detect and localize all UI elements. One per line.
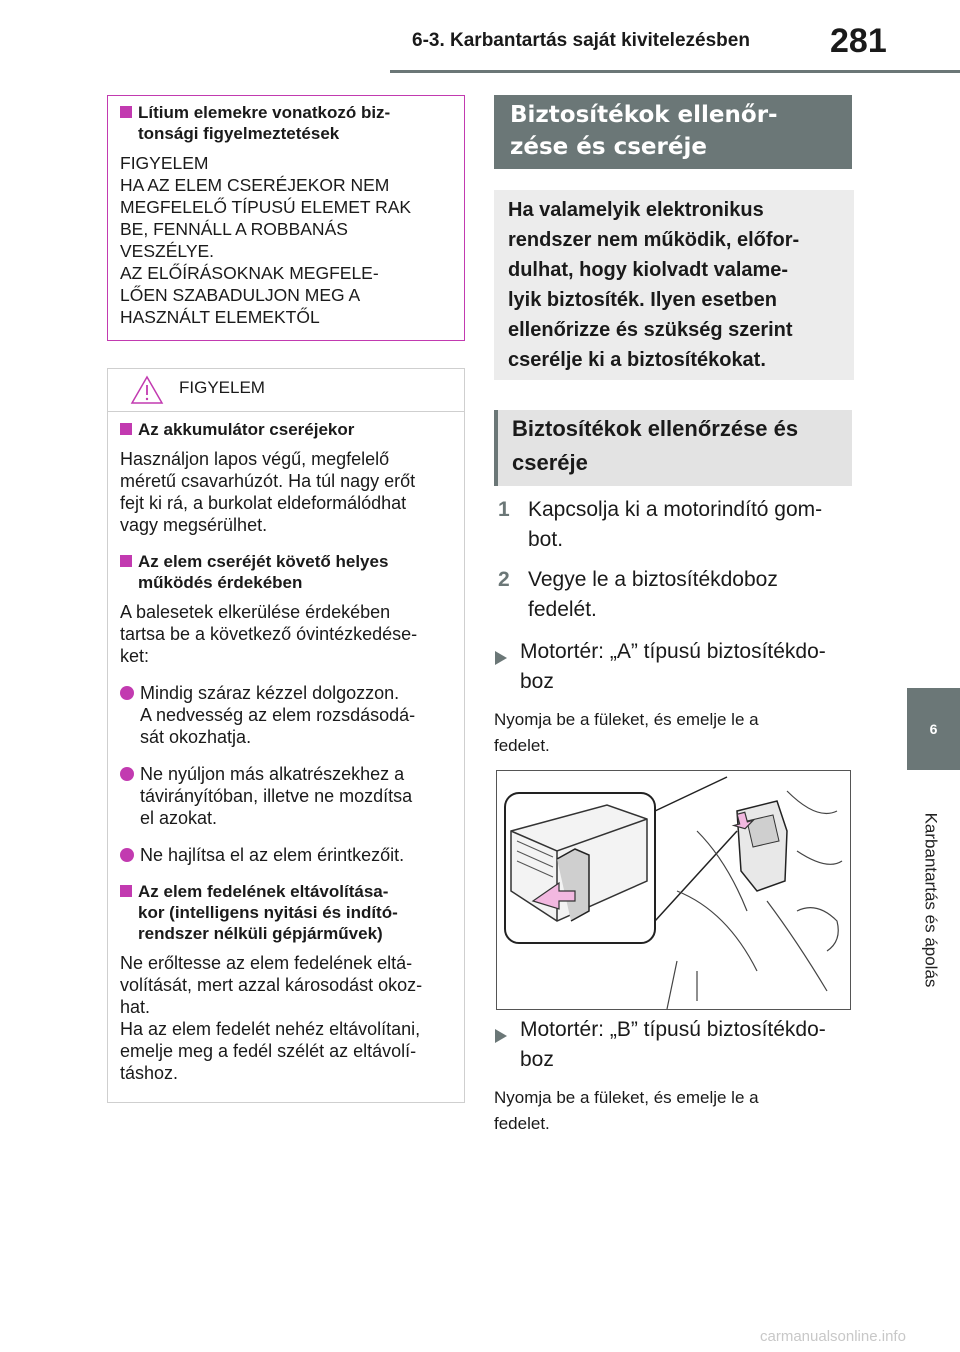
list-item	[120, 763, 452, 829]
list-item-text: Ne hajlítsa el az elem érintkezőit.	[140, 845, 405, 865]
correct-operation-heading-row	[120, 551, 452, 593]
watermark: carmanualsonline.info	[760, 1328, 906, 1345]
fuse-box-a-item	[494, 637, 854, 697]
correct-operation-body: A balesetek elkerülése érdekében tartsa be a következő óvintézkedése- ket:	[120, 602, 418, 666]
lithium-heading: Lítium elemekre vonatkozó biz- tonsági figyelmeztetések	[138, 103, 391, 143]
fuse-box-b-section	[494, 1015, 854, 1137]
circle-bullet-icon	[120, 848, 134, 862]
fuse-box-a-note: Nyomja be a füleket, és emelje le a fedelet.	[494, 710, 759, 755]
cover-removal-body: Ne erőltesse az elem fedelének eltá- volítását, mert azzal károsodást okoz- hat. Ha az elem fedelét nehéz eltávolítani, emelje meg a fedél szélét az eltávolí- táshoz.	[120, 953, 423, 1083]
section-title: Biztosítékok ellenőr- zése és cseréje	[494, 95, 852, 169]
chapter-tab-title-text: Karbantartás és ápolás	[921, 812, 940, 988]
lithium-heading-row	[120, 102, 452, 144]
warning-header	[108, 369, 464, 412]
battery-change-heading: Az akkumulátor cseréjekor	[138, 420, 355, 439]
step-number: 1	[498, 498, 510, 521]
section-header-title: 6-3. Karbantartás saját kivitelezésben	[412, 30, 750, 51]
fuse-box-b-note: Nyomja be a füleket, és emelje le a fedelet.	[494, 1088, 759, 1133]
lithium-safety-box	[107, 95, 465, 341]
list-item	[120, 844, 452, 866]
square-bullet-icon	[120, 106, 132, 118]
square-bullet-icon	[120, 423, 132, 435]
step-text: Kapcsolja ki a motorindító gom- bot.	[528, 498, 823, 551]
page-number: 281	[830, 22, 887, 60]
list-item	[120, 682, 452, 748]
list-item-text: Mindig száraz kézzel dolgozzon. A nedvesség az elem rozsdásodá- sát okozhatja.	[140, 683, 416, 747]
circle-bullet-icon	[120, 767, 134, 781]
chapter-tab-number: 6	[907, 688, 960, 770]
battery-change-body: Használjon lapos végű, megfelelő méretű csavarhúzót. Ha túl nagy erőt fejt ki rá, a burkolat eldeformálódhat vagy megsérülhet.	[120, 449, 416, 535]
chapter-tab-title	[900, 770, 960, 1030]
step-item	[494, 565, 854, 625]
battery-change-heading-row	[120, 419, 452, 440]
step-number: 2	[498, 568, 510, 591]
square-bullet-icon	[120, 885, 132, 897]
warning-box	[107, 368, 465, 1103]
header-divider	[390, 70, 960, 73]
circle-bullet-icon	[120, 686, 134, 700]
list-item-text: Ne nyúljon más alkatrészekhez a távirányítóban, illetve ne mozdítsa el azokat.	[140, 764, 413, 828]
fuse-box-illustration	[496, 770, 851, 1010]
fuse-box-drawing	[497, 771, 850, 1009]
subsection-title: Biztosítékok ellenőrzése és cseréje	[494, 410, 852, 486]
fuse-box-b-item	[494, 1015, 854, 1075]
step-item	[494, 495, 854, 555]
cover-removal-heading-row	[120, 881, 452, 944]
triangle-arrow-icon	[494, 1015, 520, 1075]
warning-triangle-icon	[130, 375, 164, 405]
fuse-box-a-text: Motortér: „A” típusú biztosítékdo- boz	[520, 640, 826, 693]
step-text: Vegye le a biztosítékdoboz fedelét.	[528, 568, 778, 621]
square-bullet-icon	[120, 555, 132, 567]
cover-removal-heading: Az elem fedelének eltávolítása- kor (intelligens nyitási és indító- rendszer nélküli gépjárművek)	[138, 882, 398, 943]
fuse-box-b-text: Motortér: „B” típusú biztosítékdo- boz	[520, 1018, 826, 1071]
triangle-arrow-icon	[494, 637, 520, 697]
lithium-body: FIGYELEM HA AZ ELEM CSERÉJEKOR NEM MEGFELELŐ TÍPUSÚ ELEMET RAK BE, FENNÁLL A ROBBANÁS VESZÉLYE. AZ ELŐÍRÁSOKNAK MEGFELE- LŐEN SZABADULJON MEG A HASZNÁLT ELEMEKTŐL	[120, 153, 412, 327]
warning-label: FIGYELEM	[179, 378, 265, 397]
correct-operation-heading: Az elem cseréjét követő helyes működés érdekében	[138, 552, 389, 592]
intro-box: Ha valamelyik elektronikus rendszer nem működik, előfor- dulhat, hogy kiolvadt valame- lyik biztosíték. Ilyen esetben ellenőrizze és szükség szerint cserélje ki a biztosítékokat.	[494, 190, 854, 380]
steps-list	[494, 495, 854, 759]
